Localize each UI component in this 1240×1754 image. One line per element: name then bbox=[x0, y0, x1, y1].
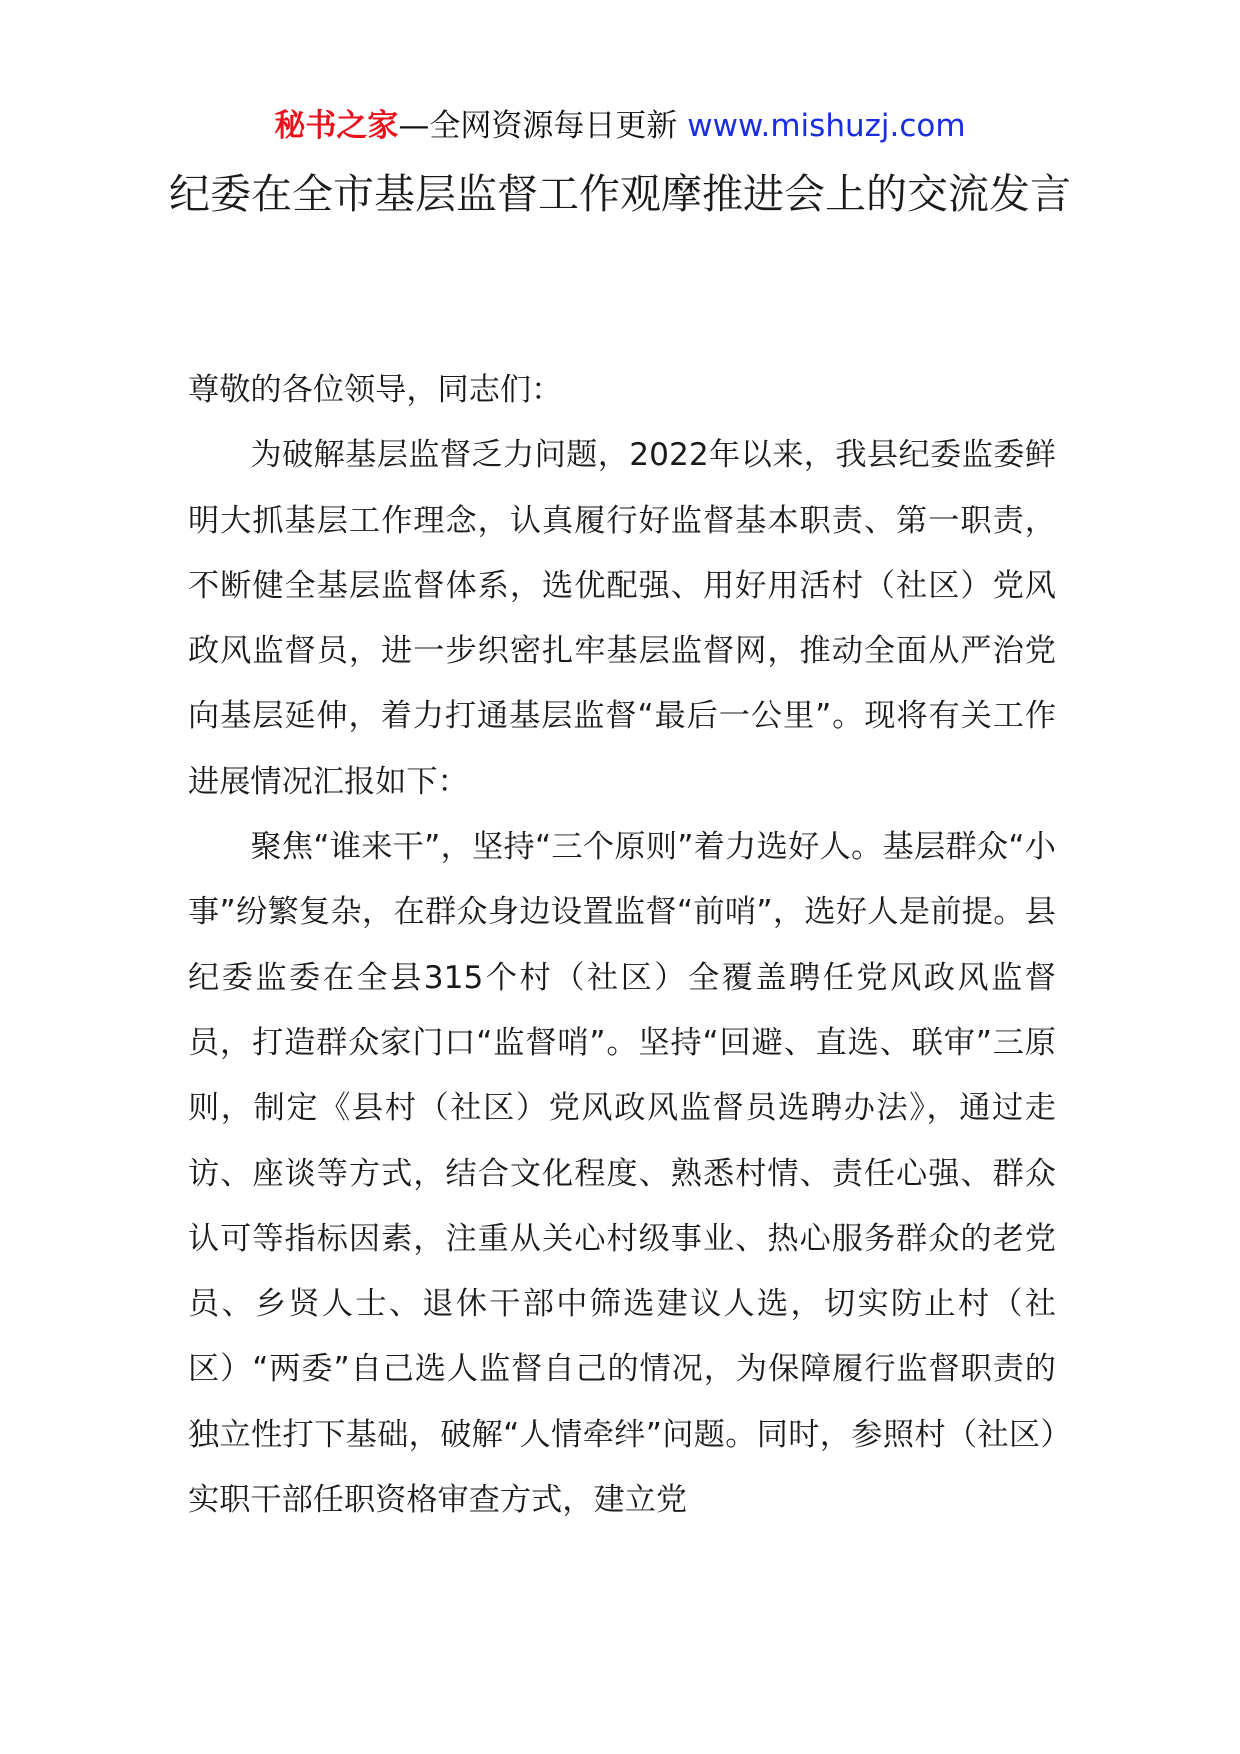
document-body bbox=[188, 358, 1056, 1533]
site-url-link[interactable]: www.mishuzj.com bbox=[687, 108, 966, 144]
brand-name: 秘书之家 bbox=[274, 108, 399, 144]
site-header bbox=[0, 96, 1240, 156]
paragraph-intro: 为破解基层监督乏力问题，2022年以来，我县纪委监委鲜明大抓基层工作理念，认真履行好监督基本职责、第一职责，不断健全基层监督体系，选优配强、用好用活村（社区）党风政风监督员，进一步织密扎牢基层监督网，推动全面从严治党向基层延伸，着力打通基层监督“最后一公里”。现将有关工作进展情况汇报如下： bbox=[188, 437, 1056, 800]
header-tagline: —全网资源每日更新 bbox=[398, 108, 678, 144]
document-title: 纪委在全市基层监督工作观摩推进会上的交流发言 bbox=[169, 170, 1071, 218]
paragraph-who-does-it: 聚焦“谁来干”，坚持“三个原则”着力选好人。基层群众“小事”纷繁复杂，在群众身边设置监督“前哨”，选好人是前提。县纪委监委在全县315个村（社区）全覆盖聘任党风政风监督员，打造群众家门口“监督哨”。坚持“回避、直选、联审”三原则，制定《县村（社区）党风政风监督员选聘办法》，通过走访、座谈等方式，结合文化程度、熟悉村情、责任心强、群众认可等指标因素，注重从关心村级事业、热心服务群众的老党员、乡贤人士、退休干部中筛选建议人选，切实防止村（社区）“两委”自己选人监督自己的情况，为保障履行监督职责的独立性打下基础，破解“人情牵绊”问题。同时，参照村（社区）实职干部任职资格审查方式，建立党 bbox=[188, 829, 1056, 1519]
salutation: 尊敬的各位领导，同志们： bbox=[188, 372, 563, 408]
